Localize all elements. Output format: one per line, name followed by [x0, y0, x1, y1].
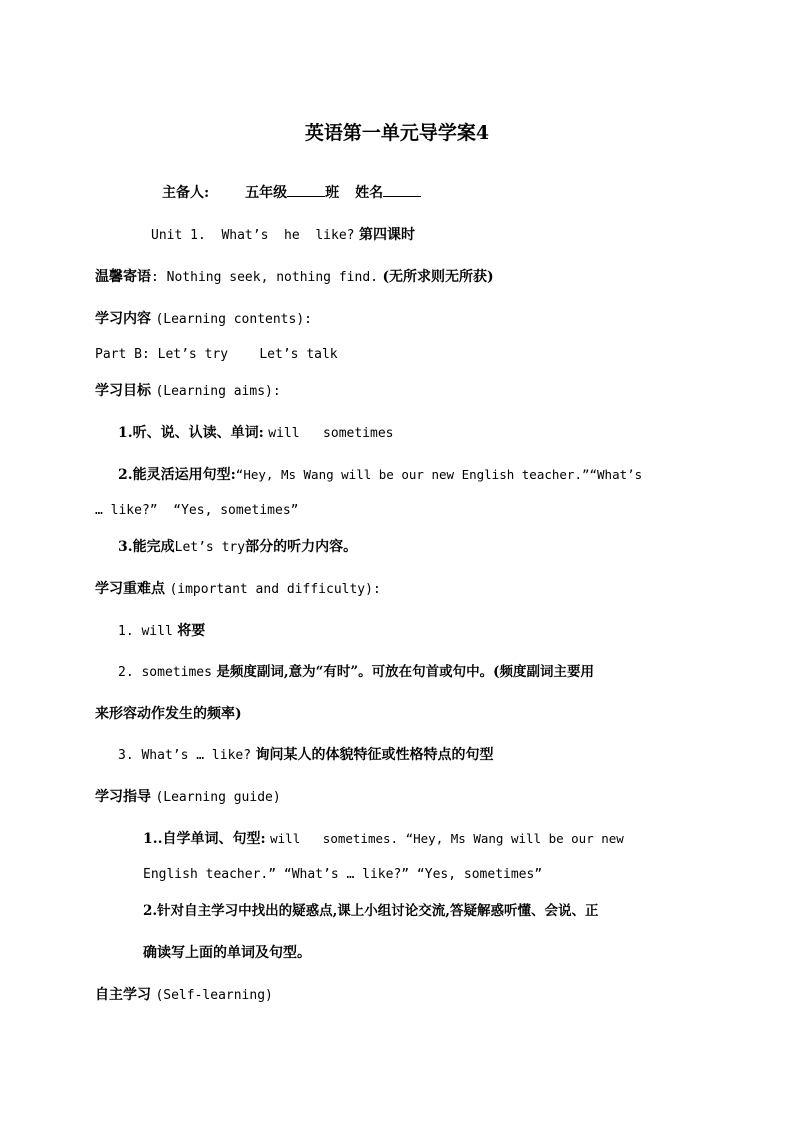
motto-translation: (无所求则无所获) [382, 269, 494, 285]
aims-heading [95, 382, 281, 401]
difficulty-item-3-zh: 询问某人的体貌特征或性格特点的句型 [255, 747, 494, 763]
aim-item-1-en: will sometimes [268, 426, 394, 441]
difficulty-item-2-zh: 是频度副词,意为“有时”。可放在句首或句中。(频度副词主要用 [216, 664, 594, 680]
guide-heading [95, 788, 281, 807]
self-learning-heading-zh: 自主学习 [95, 987, 151, 1003]
difficulty-item-1-zh: 将要 [177, 623, 206, 639]
aim-item-2-en: “Hey, Ms Wang will be our new English teacher.”“What’s [235, 467, 643, 482]
content-heading-zh: 学习内容 [95, 311, 151, 327]
name-label: 姓名 [355, 185, 384, 201]
difficulty-heading-zh: 学习重难点 [95, 581, 165, 597]
unit-title: Unit 1. What’s he like? [151, 228, 355, 243]
self-learning-heading-en: (Self-learning) [155, 988, 273, 1003]
aim-item-2 [118, 466, 642, 484]
aim-item-1 [118, 424, 393, 443]
preparer-label: 主备人: [162, 185, 210, 201]
guide-heading-zh: 学习指导 [95, 789, 151, 805]
motto-text: : Nothing seek, nothing find. [151, 270, 378, 285]
lesson-label: 第四课时 [358, 227, 415, 243]
class-blank [287, 184, 325, 197]
header-line [162, 184, 421, 202]
motto-line [95, 268, 494, 287]
guide-item-1-zh: 1..自学单词、句型: [143, 831, 266, 847]
difficulty-item-2 [118, 663, 594, 682]
difficulty-item-2-en: 2. sometimes [118, 665, 212, 680]
guide-item-2: 2.针对自主学习中找出的疑惑点,课上小组讨论交流,答疑解惑听懂、会说、正 [143, 903, 599, 919]
difficulty-item-1-en: 1. will [118, 624, 173, 639]
guide-item-1-en: will sometimes. “Hey, Ms Wang will be our new [270, 831, 624, 846]
difficulty-item-1 [118, 622, 205, 641]
self-learning-heading [95, 986, 273, 1005]
guide-item-2-cont: 确读写上面的单词及句型。 [143, 945, 311, 961]
page-title: 英语第一单元导学案4 [304, 122, 490, 144]
guide-item-1-cont: English teacher.” “What’s … like?” “Yes, sometimes” [143, 867, 543, 882]
grade-label: 五年级 [245, 185, 288, 201]
guide-heading-en: (Learning guide) [155, 790, 281, 805]
class-label: 班 [325, 185, 340, 201]
aim-item-1-zh: 1.听、说、认读、单词: [118, 425, 264, 441]
name-blank [383, 184, 421, 197]
unit-line [151, 226, 415, 245]
guide-item-1 [143, 830, 624, 848]
aim-item-3-b: Let’s try [174, 540, 246, 555]
aims-heading-en: (Learning aims): [155, 384, 281, 399]
aim-item-3 [118, 538, 357, 557]
difficulty-item-2-cont: 来形容动作发生的频率) [95, 706, 242, 722]
content-text: Part B: Let’s try Let’s talk [95, 347, 338, 362]
difficulty-item-3 [118, 746, 494, 765]
aim-item-3-c: 部分的听力内容。 [245, 539, 358, 555]
difficulty-heading [95, 580, 381, 599]
difficulty-item-3-en: 3. What’s … like? [118, 748, 252, 763]
aim-item-2-cont: … like?” “Yes, sometimes” [95, 503, 299, 518]
aims-heading-zh: 学习目标 [95, 383, 151, 399]
aim-item-3-a: 3.能完成 [118, 539, 175, 555]
content-heading [95, 310, 312, 329]
motto-label: 温馨寄语 [95, 269, 151, 285]
aim-item-2-zh: 2.能灵活运用句型: [118, 467, 236, 483]
difficulty-heading-en: (important and difficulty): [169, 582, 381, 597]
content-heading-en: (Learning contents): [155, 312, 312, 327]
